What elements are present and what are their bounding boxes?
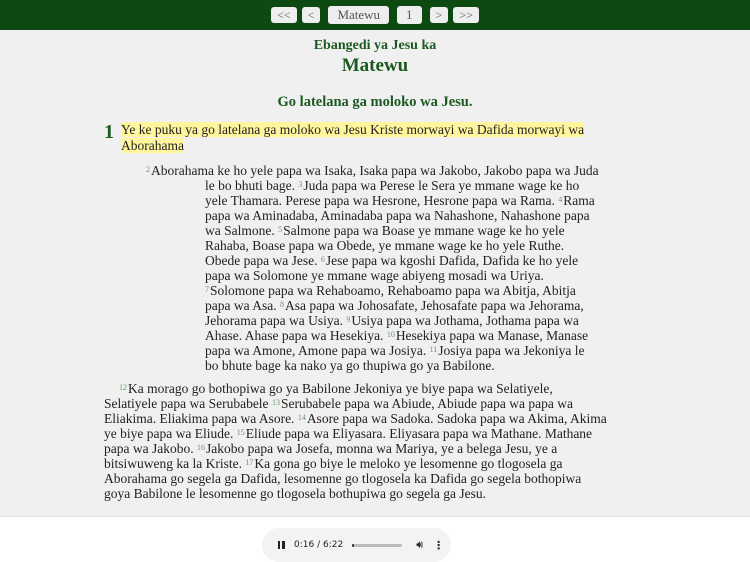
verse-number: 4 <box>558 195 563 204</box>
verse-number: 16 <box>196 443 205 452</box>
verse-text: Asore papa wa Sadoka. Sadoka papa wa Akima, Akima ye biye papa wa Eliude. <box>104 411 607 441</box>
top-nav-bar <box>0 0 750 30</box>
verse-number: 10 <box>386 330 395 339</box>
verse-text: Ka morago go bothopiwa go ya Babilone Jekoniya ye biye papa wa Selatiyele, Selatiyele papa wa Serubabele <box>104 381 553 411</box>
previous-chapter-button[interactable]: < <box>302 7 321 23</box>
first-book-button[interactable]: << <box>271 7 297 23</box>
verse-text: Eliude papa wa Eliyasara. Eliyasara papa wa Mathane. Mathane papa wa Jakobo. <box>104 426 593 456</box>
verse-1 <box>104 122 604 154</box>
verse-number: 13 <box>271 398 280 407</box>
verse-number: 14 <box>297 413 306 422</box>
verse-text: Ka gona go biye le meloko ye lesomenne go tlogosela ga Aborahama go segela ga Dafida, lesomenne go tlogosela ka Dafida go segela bothopiwa goya Babilone le lesomenne go tlogosela bothupiwa go segela ga Jesu. <box>104 456 582 501</box>
audio-time: 0:16 / 6:22 <box>294 540 344 550</box>
pause-button[interactable] <box>271 535 291 555</box>
book-title: Matewu <box>341 55 409 76</box>
verse-text: Asa papa wa Johosafate, Jehosafate papa wa Jehorama, Jehorama papa wa Usiya. <box>205 298 584 328</box>
verse-text: Serubabele papa wa Abiude, Abiude papa wa papa wa Eliakima. Eliakima papa wa Asore. <box>104 396 573 426</box>
verse-text: Jese papa wa kgoshi Dafida, Dafida ke ho yele papa wa Solomone ye mmane wage abiyeng mosadi wa Uriya. <box>205 253 579 283</box>
verse-text: Jakobo papa wa Josefa, monna wa Mariya, ye a belega Jesu, ye a bitsiwuweng ka la Kriste. <box>104 441 558 471</box>
audio-progress-fill <box>352 544 354 547</box>
verse-text: Hesekiya papa wa Manase, Manase papa wa Amone, Amone papa wa Josiya. <box>205 328 589 358</box>
volume-icon[interactable]: 🔊︎ <box>416 538 424 551</box>
last-book-button[interactable]: >> <box>453 7 479 23</box>
verse-number: 9 <box>346 315 351 324</box>
verse-number: 8 <box>279 300 284 309</box>
verse-number: 6 <box>320 255 325 264</box>
audio-progress-slider[interactable] <box>352 544 402 547</box>
verse-number: 11 <box>429 345 438 354</box>
verse-text: Josiya papa wa Jekoniya le bo bhute bage ka nako ya go thupiwa go ya Babilone. <box>205 343 585 373</box>
verse-text: Solomone papa wa Rehaboamo, Rehaboamo papa wa Abitja, Abitja papa wa Asa. <box>205 283 576 313</box>
audio-player <box>262 528 451 562</box>
verse-1-text: Ye ke puku ya go latelana ga moloko wa Jesu Kriste morwayi wa Dafida morwayi wa Aborahama <box>121 122 585 153</box>
book-selector[interactable]: Matewu <box>328 6 389 24</box>
book-subtitle: Ebangedi ya Jesu ka <box>313 38 437 53</box>
verse-text: Usiya papa wa Jothama, Jothama papa wa Ahase. Ahase papa wa Hesekiya. <box>205 313 579 343</box>
verse-number: 3 <box>298 180 303 189</box>
section-heading: Go latelana ga moloko wa Jesu. <box>277 94 473 110</box>
pause-icon <box>278 541 281 549</box>
next-chapter-button[interactable]: > <box>430 7 449 23</box>
chapter-selector[interactable]: 1 <box>397 6 422 24</box>
verse-text: Juda papa wa Perese le Sera ye mmane wage ke ho yele Thamara. Perese papa wa Hesrone, Hesrone papa wa Rama. <box>205 178 580 208</box>
verse-number: 2 <box>146 165 150 174</box>
verse-text: Salmone papa wa Boase ye mmane wage ke ho yele Rahaba, Boase papa wa Obede, ye mmane wage ke ho yele Ruthe. Obede papa wa Jese. <box>205 223 565 268</box>
verse-number: 7 <box>205 285 209 294</box>
verse-number: 12 <box>119 383 127 392</box>
verse-number: 17 <box>245 458 254 467</box>
verses-12-17 <box>104 381 609 501</box>
chapter-number: 1 <box>104 121 114 143</box>
verse-number: 15 <box>236 428 245 437</box>
more-options-icon[interactable]: ⋮ <box>433 538 445 552</box>
verse-text: Rama papa wa Aminadaba, Aminadaba papa wa Nahashone, Nahashone papa wa Salmone. <box>205 193 595 238</box>
verse-text: Aborahama ke ho yele papa wa Isaka, Isaka papa wa Jakobo, Jakobo papa wa Juda le bo bhuti bage. <box>151 163 599 193</box>
verse-number: 5 <box>278 225 283 234</box>
verses-2-11 <box>0 163 600 373</box>
